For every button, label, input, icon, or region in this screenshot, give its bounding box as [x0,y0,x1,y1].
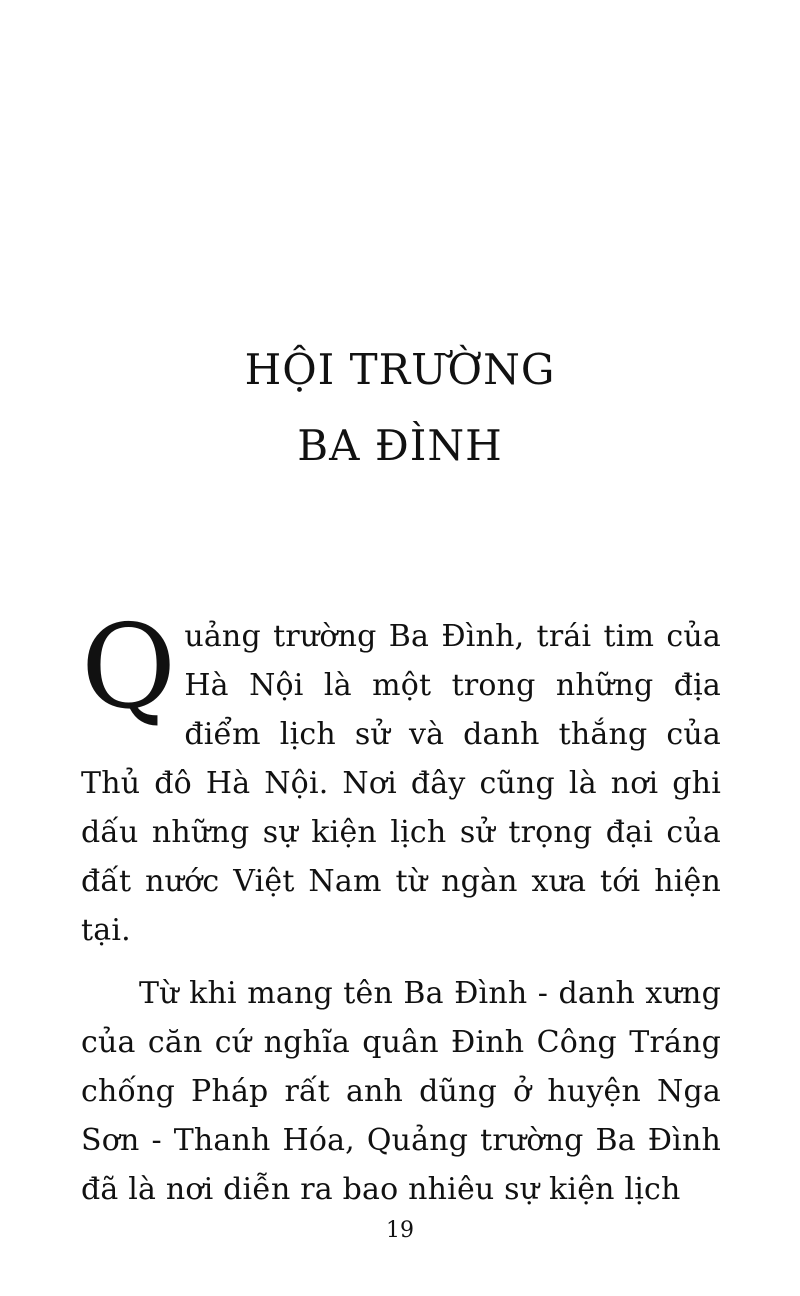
chapter-title [0,332,800,484]
chapter-title-line-2: BA ĐÌNH [297,421,503,470]
chapter-title-line-1: HỘI TRƯỜNG [244,345,556,394]
paragraph-2: Từ khi mang tên Ba Đình - danh xưng của căn cứ nghĩa quân Đinh Công Tráng chống Pháp rất anh dũng ở huyện Nga Sơn - Thanh Hóa, Quảng trường Ba Đình đã là nơi diễn ra bao nhiêu sự kiện lịch [81,976,721,1207]
body-text [81,600,721,1214]
page-number: 19 [386,1218,414,1243]
paragraph-1 [81,600,721,955]
drop-cap: Q [81,600,177,735]
paragraph-1-text: uảng trường Ba Đình, trái tim của Hà Nội là một trong những địa điểm lịch sử và danh thắng của Thủ đô Hà Nội. Nơi đây cũng là nơi ghi dấu những sự kiện lịch sử trọng đại của đất nước Việt Nam từ ngàn xưa tới hiện tại. [81,619,721,948]
